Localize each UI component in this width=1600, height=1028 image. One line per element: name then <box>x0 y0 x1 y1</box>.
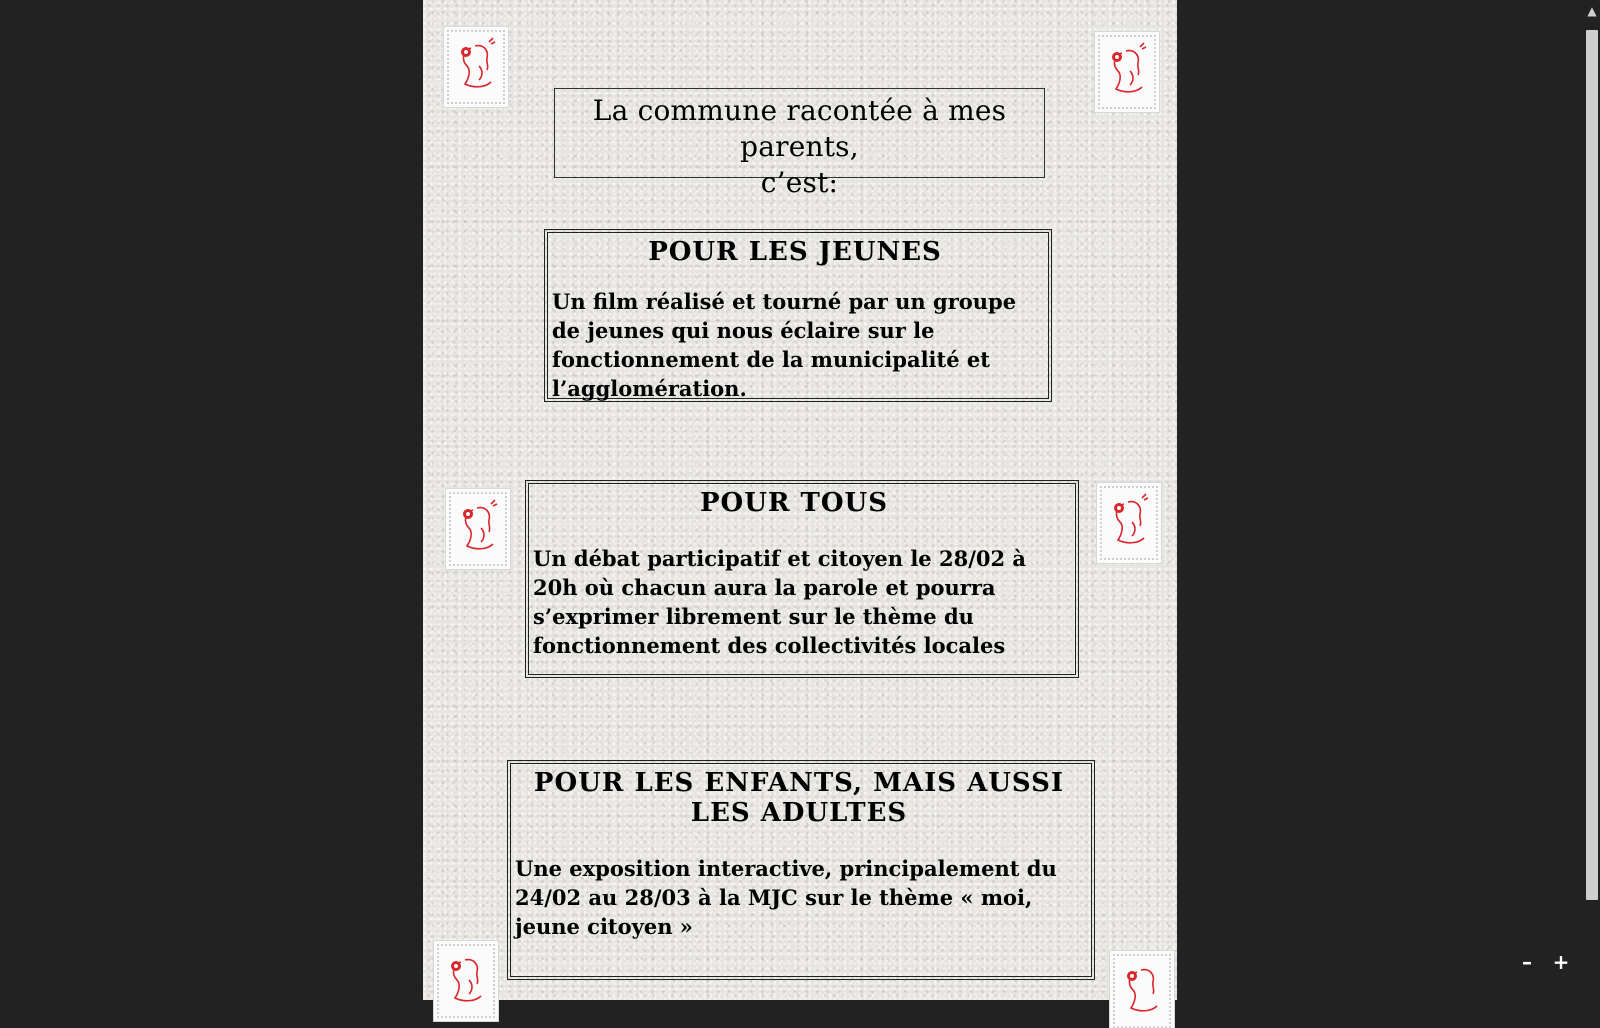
marianne-stamp-icon <box>449 492 507 566</box>
scrollbar-thumb[interactable] <box>1586 30 1598 900</box>
section-jeunes-box <box>544 229 1052 402</box>
section-body: Un débat participatif et citoyen le 28/02 à 20h où chacun aura la parole et pourra s’exprimer librement sur le thème du fonctionnement des collectivités locales <box>533 546 1027 658</box>
document-title-line-2: c’est: <box>760 166 839 199</box>
section-heading-line-1: POUR LES ENFANTS, MAIS AUSSI <box>533 768 1065 798</box>
marianne-stamp-icon <box>1098 35 1156 109</box>
scroll-up-arrow-icon[interactable]: ▲ <box>1587 4 1597 18</box>
section-heading: POUR TOUS <box>700 488 888 518</box>
section-tous-box <box>525 480 1079 678</box>
document-title-box <box>554 88 1045 199</box>
marianne-stamp-icon <box>437 944 495 1018</box>
section-body: Un film réalisé et tourné par un groupe de jeunes qui nous éclaire sur le fonctionnement de la municipalité et l’agglomération. <box>552 289 1017 401</box>
zoom-in-button[interactable]: + <box>1552 950 1570 974</box>
section-heading-line-2: LES ADULTES <box>690 798 908 828</box>
document-title-line-1: La commune racontée à mes parents, <box>592 94 1007 163</box>
section-enfants-box <box>507 760 1095 980</box>
section-heading: POUR LES JEUNES <box>648 237 942 267</box>
document-page <box>423 0 1177 1000</box>
marianne-stamp-icon <box>1100 486 1158 560</box>
marianne-stamp-icon <box>1113 954 1171 1028</box>
zoom-out-button[interactable]: – <box>1522 950 1532 974</box>
vertical-scrollbar[interactable] <box>1584 0 1600 1000</box>
marianne-stamp-icon <box>447 30 505 104</box>
section-body: Une exposition interactive, principalement du 24/02 au 28/03 à la MJC sur le thème « moi, jeune citoyen » <box>515 856 1057 939</box>
